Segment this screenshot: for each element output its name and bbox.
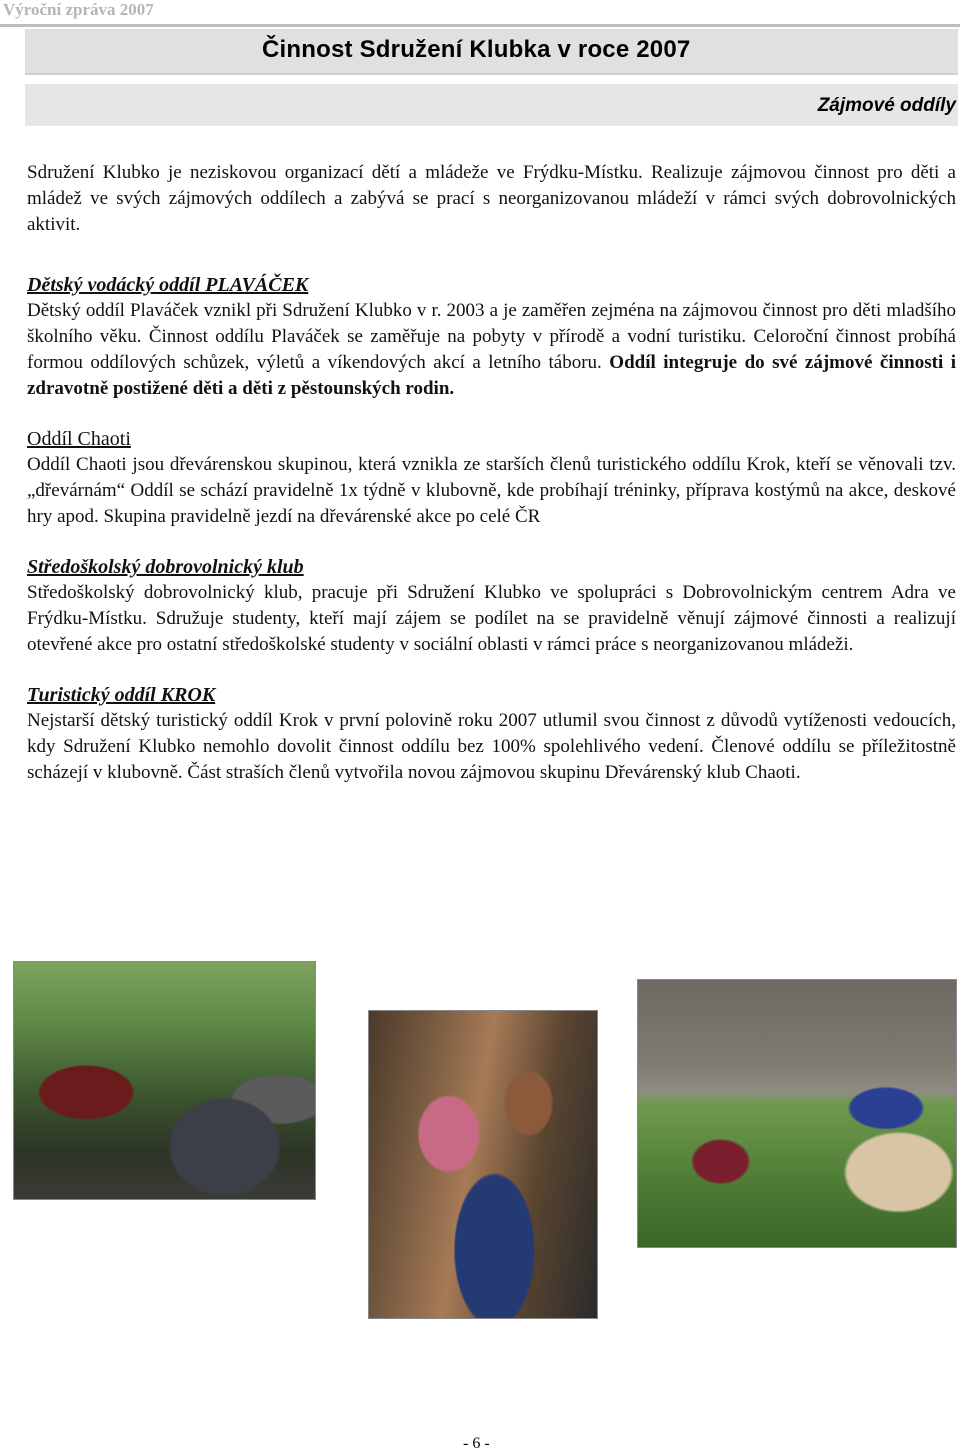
section-chaoti: [27, 426, 956, 530]
section-text-chaoti: Oddíl Chaoti jsou dřevárenskou skupinou, která vznikla ze starších členů turistického oddílu Krok, kteří se věnovali tzv. „dřevárnám“ Oddíl se schází pravidelně 1x týdně v klubovně, kde probíhají tréninky, příprava kostýmů na akce, deskové hry apod. Skupina pravidelně jezdí na dřevárenské akce po celé ČR: [27, 454, 956, 527]
intro-paragraph: Sdružení Klubko je neziskovou organizací dětí a mládeže ve Frýdku-Místku. Realizuje zájmovou činnost pro děti a mládež ve svých zájmových oddílech a zabývá se prací s neorganizovanou mládeží v rámci svých dobrovolnických aktivit.: [27, 162, 956, 235]
page-title: Činnost Sdružení Klubka v roce 2007: [262, 36, 691, 63]
section-subtitle: Zájmové oddíly: [817, 95, 956, 116]
section-dobrovolnicky-klub: [27, 554, 956, 658]
section-text-krok: Nejstarší dětský turistický oddíl Krok v první polovině roku 2007 utlumil svou činnost z důvodů vytíženosti vedoucích, kdy Sdružení Klubko nemohlo dovolit činnost oddílu bez 100% spolehlivého vedení. Členové oddílu se příležitostně scházejí v klubovně. Část straších členů vytvořila novou zájmovou skupinu Dřevárenský klub Chaoti.: [27, 710, 956, 783]
photo-people-sitting: [368, 1010, 598, 1319]
section-title-chaoti: Oddíl Chaoti: [27, 428, 131, 450]
photo-group-costumes: [13, 961, 316, 1200]
running-header: Výroční zpráva 2007: [3, 0, 154, 19]
section-title-dobrovolnicky-klub: Středoškolský dobrovolnický klub: [27, 556, 304, 578]
document-body: [27, 160, 956, 810]
page-number: - 6 -: [463, 1435, 490, 1452]
subtitle-bar: [25, 84, 958, 126]
section-plavacek: [27, 272, 956, 402]
title-bar: [25, 29, 958, 75]
photo-sword-fight: [637, 979, 957, 1248]
section-text-plavacek: [27, 298, 956, 402]
section-text-dobrovolnicky-klub: Středoškolský dobrovolnický klub, pracuje při Sdružení Klubko ve spolupráci s Dobrovolnickým centrem Adra ve Frýdku-Místku. Sdružuje studenty, kteří mají zájem se podílet na se pravidelně věnují zájmové činnosti a realizují otevřené akce pro ostatní středoškolské studenty v sociální oblasti v rámci práce s neorganizovanou mládeži.: [27, 582, 956, 655]
header-rule: [0, 24, 960, 27]
section-krok: [27, 682, 956, 786]
section-text-plavacek-bold: Oddíl integruje do své zájmové činnosti i zdravotně postižené děti a děti z pěstounských rodin.: [27, 352, 956, 399]
section-title-krok: Turistický oddíl KROK: [27, 684, 216, 706]
section-text-plavacek-regular: Dětský oddíl Plaváček vznikl při Sdružení Klubko v r. 2003 a je zaměřen zejména na zájmovou činnost pro děti mladšího školního věku. Činnost oddílu Plaváček se zaměřuje na pobyty v přírodě a vodní turistiku. Celoroční činnost probíhá formou oddílových schůzek, výletů a víkendových akcí a letního táboru.: [27, 300, 956, 373]
section-title-plavacek: Dětský vodácký oddíl PLAVÁČEK: [27, 274, 309, 296]
